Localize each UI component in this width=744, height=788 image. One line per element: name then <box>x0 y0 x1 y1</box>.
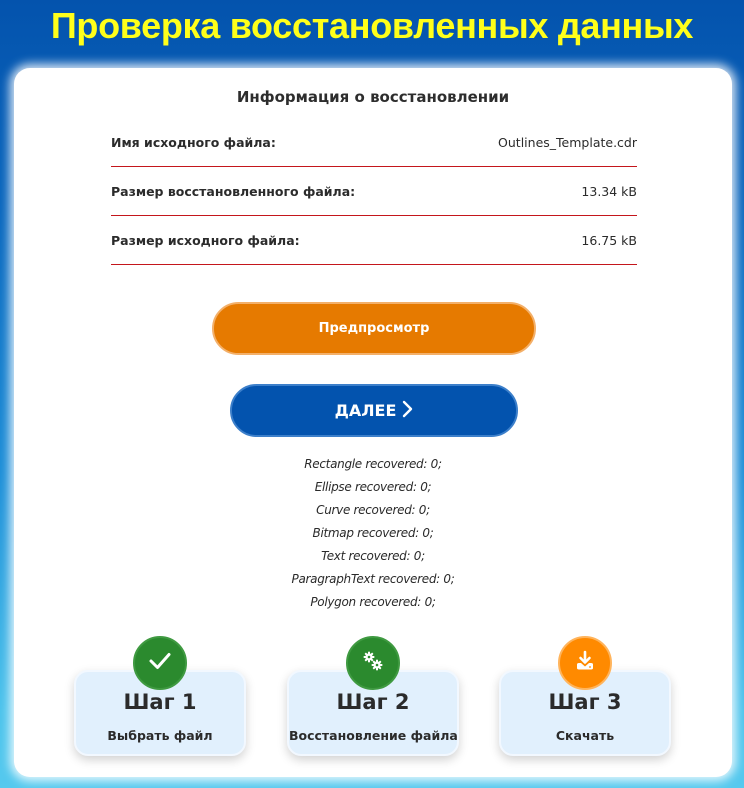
info-label: Размер восстановленного файла: <box>111 183 356 199</box>
step-3-badge <box>558 636 612 690</box>
step-title: Шаг 3 <box>548 690 622 714</box>
step-title: Шаг 2 <box>336 690 410 714</box>
step-subtitle: Восстановление файла <box>289 728 458 743</box>
recovery-stats <box>14 453 732 614</box>
info-row-source-filename <box>111 118 637 167</box>
info-value: 16.75 kB <box>581 232 637 248</box>
page-title: Проверка восстановленных данных <box>50 5 694 46</box>
step-title: Шаг 1 <box>123 690 197 714</box>
info-row-source-size <box>111 216 637 265</box>
info-label: Имя исходного файла: <box>111 134 276 150</box>
step-subtitle: Выбрать файл <box>107 728 213 743</box>
chevron-right-icon <box>402 400 413 422</box>
stat-paragraph-text: ParagraphText recovered: 0; <box>291 572 455 586</box>
stat-polygon: Polygon recovered: 0; <box>310 595 436 609</box>
stat-rectangle: Rectangle recovered: 0; <box>304 457 442 471</box>
step-3-card <box>499 670 671 756</box>
step-2-card <box>287 670 459 756</box>
info-label: Размер исходного файла: <box>111 232 300 248</box>
stat-text: Text recovered: 0; <box>321 549 425 563</box>
step-subtitle: Скачать <box>555 728 615 743</box>
step-1-badge <box>133 636 187 690</box>
info-row-recovered-size <box>111 167 637 216</box>
stat-curve: Curve recovered: 0; <box>316 503 430 517</box>
stat-ellipse: Ellipse recovered: 0; <box>314 480 432 494</box>
preview-button[interactable] <box>212 302 536 355</box>
preview-button-label: Предпросмотр <box>318 321 430 336</box>
step-1-card <box>74 670 246 756</box>
info-value: Outlines_Template.cdr <box>498 134 637 150</box>
info-value: 13.34 kB <box>581 183 637 199</box>
gears-icon <box>361 649 385 677</box>
step-2-badge <box>346 636 400 690</box>
info-section-title: Информация о восстановлении <box>236 88 510 106</box>
next-button[interactable] <box>230 384 518 437</box>
recovery-card <box>14 68 732 777</box>
download-icon <box>574 650 596 676</box>
next-button-label: ДАЛЕЕ <box>334 401 397 420</box>
recovery-info-table <box>111 118 637 265</box>
check-icon <box>148 651 172 675</box>
stat-bitmap: Bitmap recovered: 0; <box>312 526 434 540</box>
